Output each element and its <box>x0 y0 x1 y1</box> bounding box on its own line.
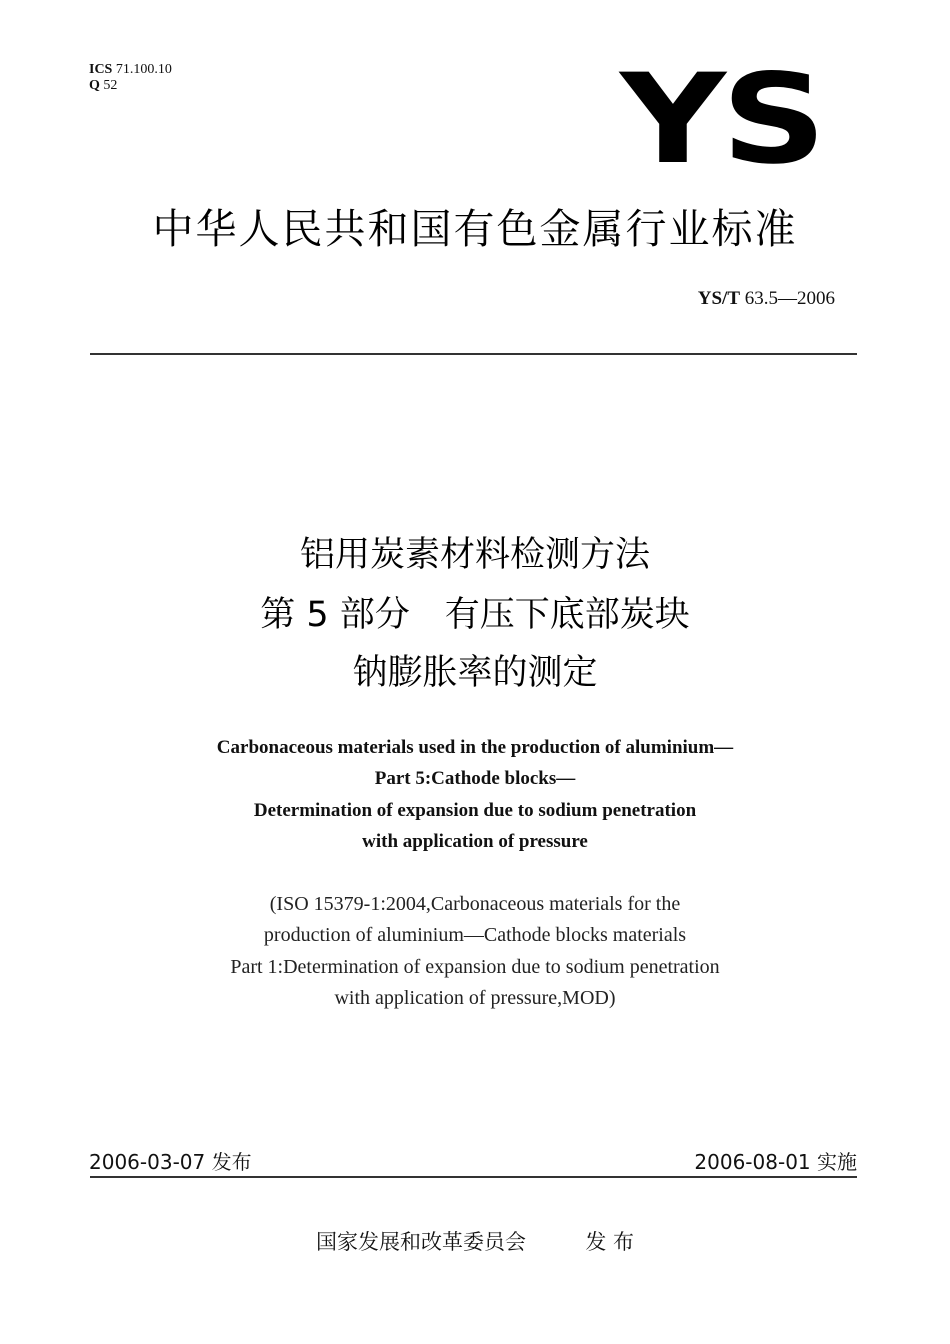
ics-value: 71.100.10 <box>115 62 172 77</box>
issue-date: 2006-03-07 发布 <box>89 1150 252 1174</box>
ys-logo: YS <box>620 48 822 192</box>
standard-code: 63.5—2006 <box>744 288 835 309</box>
standard-prefix: YS/T <box>697 288 740 309</box>
english-title-line-4: with application of pressure <box>362 831 588 852</box>
chinese-title-line-1: 铝用炭素材料检测方法 <box>299 535 650 575</box>
q-value: 52 <box>103 78 118 93</box>
ics-line <box>89 62 172 78</box>
ics-classification <box>89 62 172 94</box>
issuer-name: 国家发展和改革委员会 <box>315 1230 526 1254</box>
implementation-date: 2006-08-01 实施 <box>694 1150 857 1174</box>
iso-reference-line-2: production of aluminium—Cathode blocks materials <box>263 924 687 946</box>
ics-label: ICS <box>89 62 113 77</box>
english-title-line-1: Carbonaceous materials used in the production of aluminium— <box>216 737 734 758</box>
issuer-line <box>0 1226 950 1256</box>
q-line <box>89 78 172 94</box>
issuer-action: 发 布 <box>585 1230 635 1254</box>
english-title-line-2: Part 5:Cathode blocks— <box>374 768 576 789</box>
top-divider <box>90 353 857 355</box>
standard-title: 中华人民共和国有色金属行业标准 <box>152 205 798 253</box>
iso-reference-line-4: with application of pressure,MOD) <box>334 987 616 1009</box>
q-label: Q <box>89 78 100 93</box>
standard-number <box>698 288 835 310</box>
english-title-line-3: Determination of expansion due to sodium penetration <box>253 800 697 821</box>
bottom-divider <box>90 1176 857 1178</box>
chinese-title-line-3: 钠膨胀率的测定 <box>352 653 598 693</box>
iso-reference-line-1: (ISO 15379-1:2004,Carbonaceous materials for the <box>269 893 681 915</box>
iso-reference-line-3: Part 1:Determination of expansion due to sodium penetration <box>230 956 720 978</box>
chinese-title-line-2: 第 5 部分 有压下底部炭块 <box>260 595 690 635</box>
